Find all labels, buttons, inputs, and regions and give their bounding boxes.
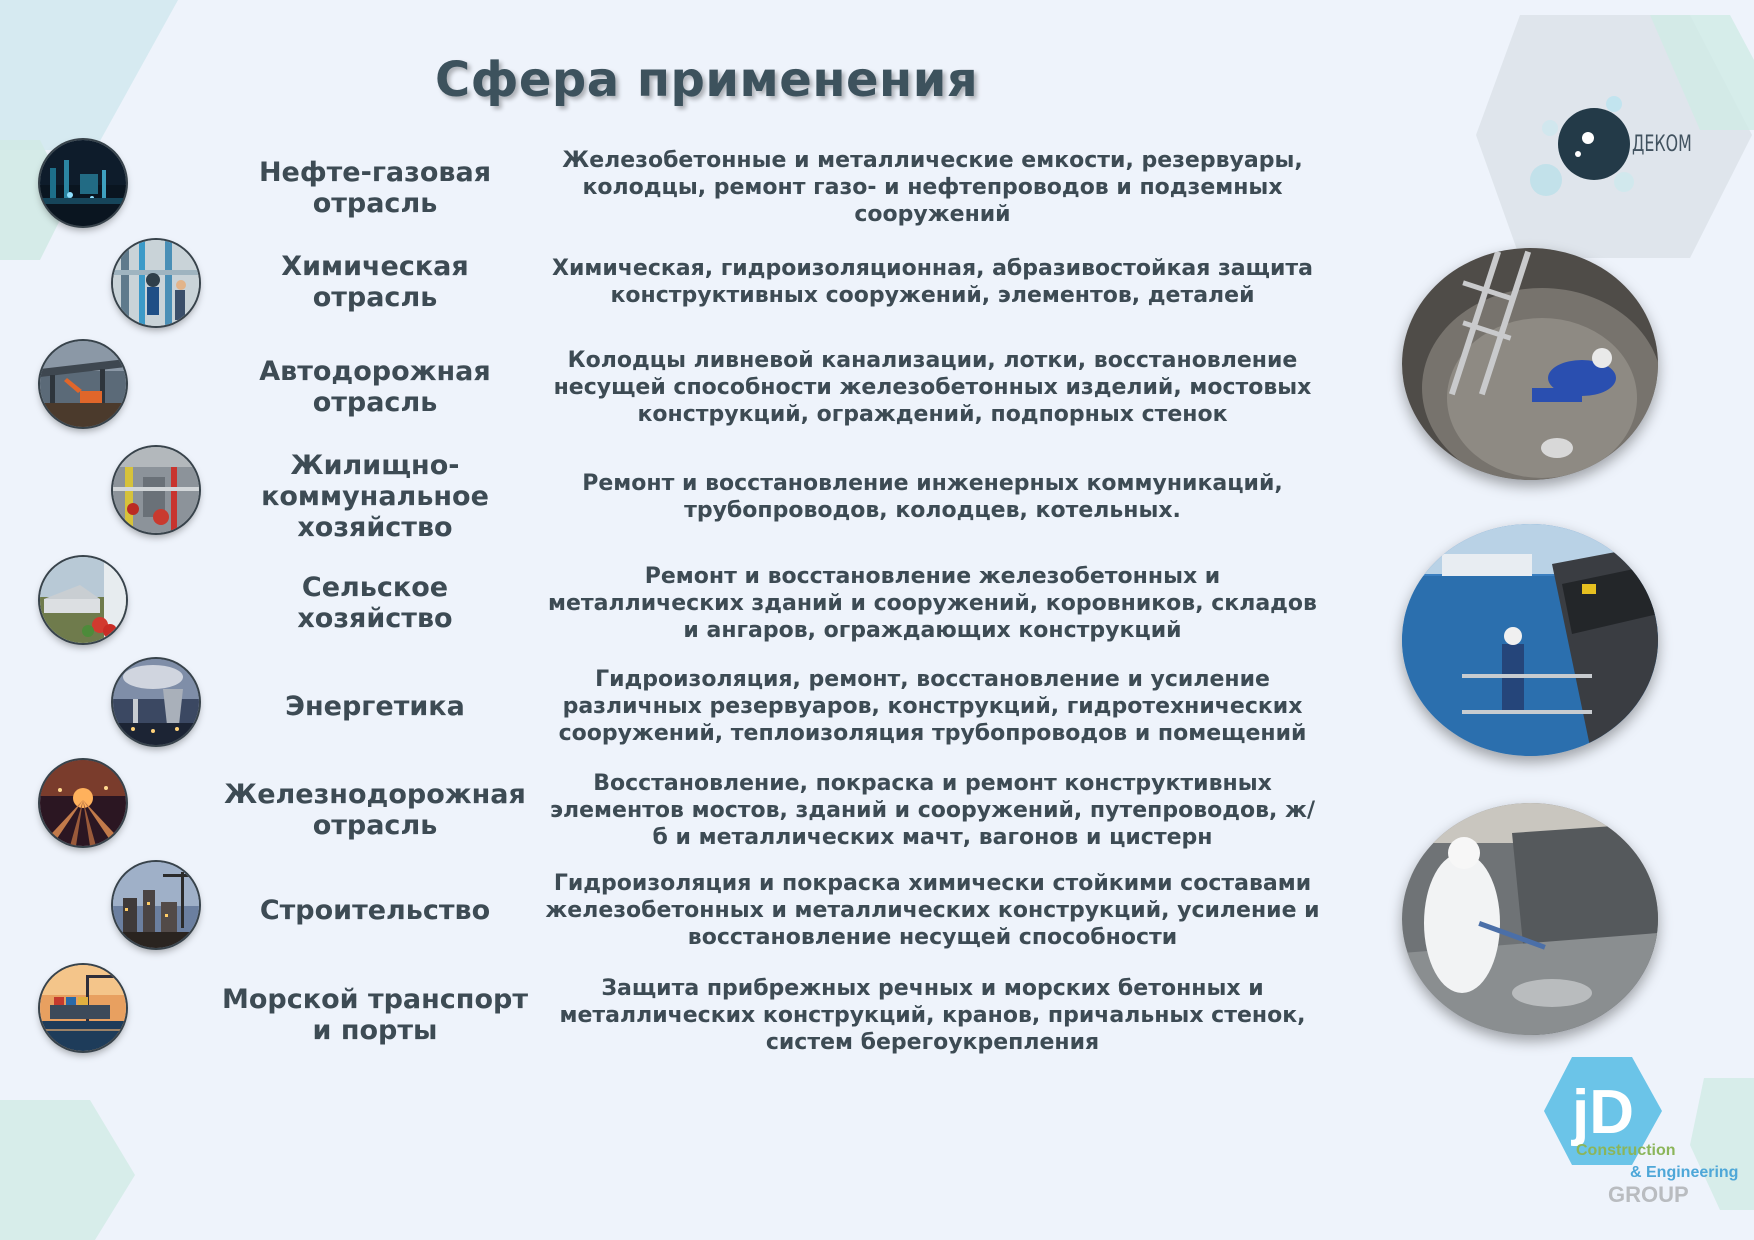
workers-on-pier-waterproofing-photo bbox=[1402, 524, 1658, 756]
dekom-logo-mark bbox=[1528, 88, 1648, 208]
category-label: Химическая отрасль bbox=[281, 251, 469, 313]
jd-logo-letters: jD bbox=[1572, 1078, 1634, 1147]
worker-spraying-coating-photo bbox=[1402, 803, 1658, 1035]
chemical-plant-workers-image bbox=[113, 240, 199, 326]
application-row bbox=[0, 332, 1340, 442]
jd-logo-engineering: & Engineering bbox=[1630, 1164, 1739, 1181]
category-label: Строительство bbox=[259, 894, 491, 926]
container-port-sunset-image bbox=[40, 965, 126, 1051]
category-description: Гидроизоляция и покраска химически стойкими составами железобетонных и металлических конструкций, усиление и восстановление несущей способности bbox=[545, 870, 1320, 950]
category-label: Автодорожная отрасль bbox=[259, 356, 491, 418]
category-description: Ремонт и восстановление железобетонных и металлических зданий и сооружений, коровников, складов и ангаров, ограждающих конструкций bbox=[548, 563, 1317, 643]
oil-gas-plant-image bbox=[40, 140, 126, 226]
power-plant-cooling-towers-image bbox=[113, 659, 199, 745]
worker-in-concrete-well-photo bbox=[1402, 248, 1658, 480]
category-label: Сельское хозяйство bbox=[297, 572, 453, 634]
category-description: Защита прибрежных речных и морских бетонных и металлических конструкций, кранов, причальных стенок, систем берегоукрепления bbox=[559, 975, 1306, 1055]
jd-logo-construction: Construction bbox=[1576, 1142, 1676, 1159]
page-title: Сфера применения bbox=[435, 52, 979, 108]
category-label: Нефте-газовая отрасль bbox=[258, 156, 492, 219]
category-description: Гидроизоляция, ремонт, восстановление и усиление различных резервуаров, конструкций, гидротехнических сооружений, теплоизоляция трубопроводов и помещений bbox=[558, 666, 1307, 746]
category-description: Колодцы ливневой канализации, лотки, восстановление несущей способности железобетонных изделий, мостовых конструкций, ограждений, подпорных стенок bbox=[553, 347, 1312, 427]
application-row bbox=[0, 760, 1340, 860]
boiler-room-pipes-image bbox=[113, 447, 199, 533]
construction-cranes-dusk-image bbox=[113, 862, 199, 948]
farm-building-vegetables-image bbox=[40, 557, 126, 643]
category-label: Морской транспорт и порты bbox=[222, 984, 528, 1046]
application-row bbox=[0, 135, 1340, 240]
application-row bbox=[0, 965, 1340, 1065]
category-description: Железобетонные и металлические емкости, резервуары, колодцы, ремонт газо- и нефтепроводов и подземных сооружений bbox=[562, 148, 1303, 227]
category-description: Ремонт и восстановление инженерных коммуникаций, трубопроводов, колодцев, котельных. bbox=[582, 470, 1283, 523]
application-row bbox=[0, 557, 1340, 657]
category-description: Восстановление, покраска и ремонт конструктивных элементов мостов, зданий и сооружений, путепроводов, ж/б и металлических мачт, вагонов и цистерн bbox=[549, 770, 1315, 850]
category-description: Химическая, гидроизоляционная, абразивостойкая защита конструктивных сооружений, элементов, деталей bbox=[552, 256, 1313, 308]
dekom-logo-text: ДЕКОМ bbox=[1632, 132, 1692, 157]
category-label: Жилищно-коммунальное хозяйство bbox=[261, 450, 489, 543]
category-label: Энергетика bbox=[285, 690, 465, 722]
bridge-construction-excavator-image bbox=[40, 341, 126, 427]
application-row bbox=[0, 242, 1340, 322]
jd-logo-group: GROUP bbox=[1608, 1182, 1689, 1207]
category-label: Железнодорожная отрасль bbox=[224, 779, 526, 841]
application-row bbox=[0, 662, 1340, 750]
application-row bbox=[0, 860, 1340, 960]
application-row bbox=[0, 444, 1340, 549]
railway-at-night-image bbox=[40, 760, 126, 846]
